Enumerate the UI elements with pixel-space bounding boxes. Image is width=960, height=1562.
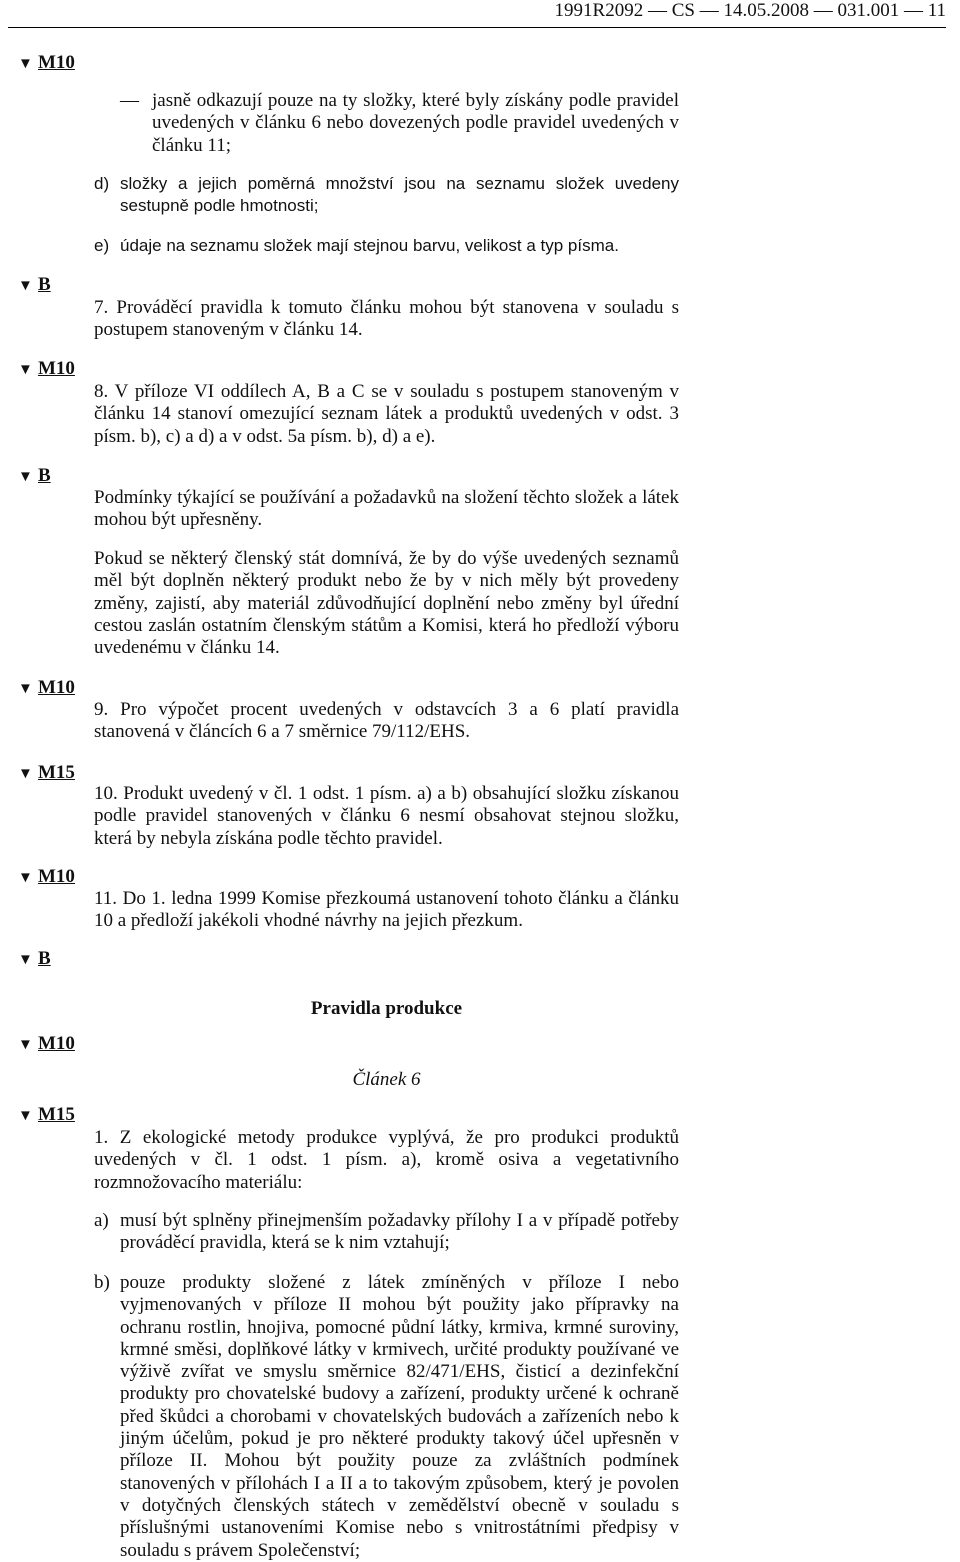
amendment-marker: ▼ M10 [18,1033,75,1054]
amendment-marker: ▼ M10 [18,52,75,73]
amendment-marker: ▼ B [18,274,51,295]
dash-item: — jasně odkazují pouze na ty složky, které byly získány podle pravidel uvedených v článku 6 nebo dovezených podle pravidel uvedených v článku 11; [120,90,679,156]
amendment-marker: ▼ M10 [18,358,75,379]
list-item-d: d) složky a jejich poměrná množství jsou na seznamu složek uvedeny sestupně podle hmotnosti; [94,174,679,215]
triangle-down-icon: ▼ [18,681,33,697]
triangle-down-icon: ▼ [18,870,33,886]
triangle-down-icon: ▼ [18,952,33,968]
amendment-marker: ▼ M10 [18,866,75,887]
paragraph-member-state: Pokud se některý členský stát domnívá, že by do výše uvedených seznamů měl být doplněn některý produkt nebo že by v nich měly být provedeny změny, zajistí, aby materiál zdůvodňující doplnění nebo změny byl úřední cestou zaslán ostatním členským státům a Komisi, která ho předloží výboru uvedenému v článku 14. [94,548,679,659]
paragraph-7: 7. Prováděcí pravidla k tomuto článku mohou být stanovena v souladu s postupem stanoveným v článku 14. [94,297,679,341]
amendment-marker: ▼ B [18,465,51,486]
list-item-e: e) údaje na seznamu složek mají stejnou barvu, velikost a typ písma. [94,236,619,255]
paragraph-8: 8. V příloze VI oddílech A, B a C se v souladu s postupem stanoveným v článku 14 stanoví omezující seznam látek a produktů uvedených v odst. 3 písm. b), c) a d) a v odst. 5a písm. b), d) a e). [94,381,679,447]
paragraph-11: 11. Do 1. ledna 1999 Komise přezkoumá ustanovení tohoto článku a článku 10 a předloží jakékoli vhodné návrhy na jejich přezkum. [94,888,679,932]
amendment-marker: ▼ M10 [18,677,75,698]
section-title: Pravidla produkce [310,998,463,1019]
article6-item-a: a) musí být splněny přinejmenším požadavky přílohy I a v případě potřeby prováděcí pravidla, která se k nim vztahují; [94,1210,679,1254]
article6-paragraph-1: 1. Z ekologické metody produkce vyplývá, že pro produkci produktů uvedených v čl. 1 odst. 1 písm. a), kromě osiva a vegetativního rozmnožovacího materiálu: [94,1127,679,1193]
triangle-down-icon: ▼ [18,362,33,378]
triangle-down-icon: ▼ [18,1037,33,1053]
paragraph-9: 9. Pro výpočet procent uvedených v odstavcích 3 a 6 platí pravidla stanovená v článcích 6 a 7 směrnice 79/112/EHS. [94,699,679,743]
triangle-down-icon: ▼ [18,56,33,72]
amendment-marker: ▼ M15 [18,762,75,783]
header-rule [8,27,946,28]
triangle-down-icon: ▼ [18,278,33,294]
article6-item-b: b) pouze produkty složené z látek zmíněných v příloze I nebo vyjmenovaných v příloze II mohou být použity jako přípravky na ochranu rostlin, hnojiva, pomocné půdní látky, krmiva, krmné suroviny, krmné směsi, doplňkové látky v krmivech, určité produkty používané ve výživě zvířat ve smyslu směrnice 82/471/EHS, čisticí a dezinfekční produkty pro chovatelské budovy a zařízení, produkty určené k ochraně před škůdci a chorobami v chovatelských budovách a zařízeních nebo k jiným účelům, pokud je pro některé produkty takový účel upřesněn v příloze II. Mohou být použity pouze za zvláštních podmínek stanovených v přílohách I a II a to takovým způsobem, který je povolen v dotyčných členských státech v zemědělství obecně v souladu s příslušnými ustanoveními Komise nebo s vnitrostátními předpisy v souladu s právem Společenství; [94,1272,679,1561]
page-header: 1991R2092 — CS — 14.05.2008 — 031.001 — 11 [554,0,946,21]
triangle-down-icon: ▼ [18,1108,33,1124]
triangle-down-icon: ▼ [18,766,33,782]
article-title: Článek 6 [352,1069,421,1090]
paragraph-conditions: Podmínky týkající se používání a požadavků na složení těchto složek a látek mohou být upřesněny. [94,487,679,531]
paragraph-10: 10. Produkt uvedený v čl. 1 odst. 1 písm. a) a b) obsahující složku získanou podle pravidel stanovených v článku 6 nesmí obsahovat stejnou složku, která by nebyla získána podle těchto pravidel. [94,783,679,849]
triangle-down-icon: ▼ [18,469,33,485]
amendment-marker: ▼ B [18,948,51,969]
amendment-marker: ▼ M15 [18,1104,75,1125]
